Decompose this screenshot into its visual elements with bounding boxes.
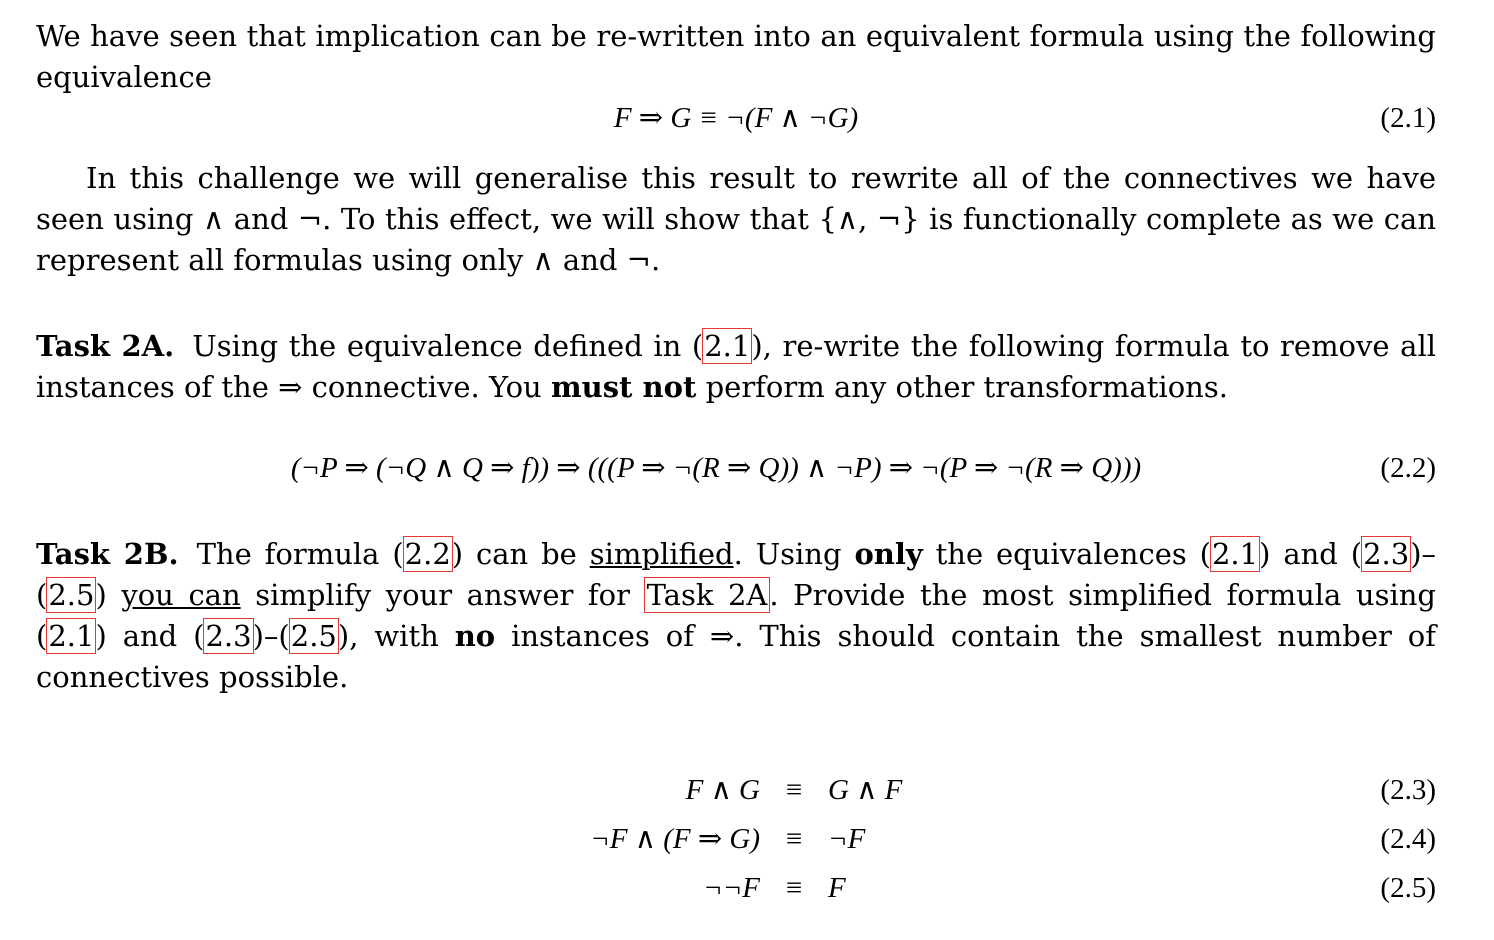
equation-2-2-formula: (¬P ⇒ (¬Q ∧ Q ⇒ f)) ⇒ (((P ⇒ ¬(R ⇒ Q)) ∧ ¬P) ⇒ ¬(P ⇒ ¬(R ⇒ Q)))	[290, 452, 1142, 484]
task-2b-text: )	[95, 578, 122, 612]
intro-paragraph: We have seen that implication can be re-written into an equivalent formula using the following equivalence	[36, 19, 1436, 94]
equiv-symbol: ≡	[785, 872, 803, 904]
task-2b-text: ) and (	[1259, 537, 1363, 571]
no-emphasis: no	[454, 619, 496, 653]
task-2a-paragraph	[36, 326, 1436, 408]
equiv-symbol: ≡	[785, 823, 803, 855]
task-2a-link[interactable]: Task 2A	[646, 578, 768, 612]
ref-link-2-3[interactable]: 2.3	[1363, 537, 1410, 571]
equation-2-2	[36, 448, 1436, 489]
ref-link-2-2[interactable]: 2.2	[404, 537, 451, 571]
equation-rhs: G ∧ F	[828, 774, 903, 806]
equation-2-2-number: (2.2)	[1380, 452, 1436, 484]
equation-lhs: ¬¬F	[703, 872, 760, 904]
task-2a-text-3: perform any other transformations.	[696, 370, 1228, 404]
equiv-symbol: ≡	[785, 774, 803, 806]
equation-lhs: ¬F ∧ (F ⇒ G)	[590, 823, 760, 855]
equation-rhs: F	[828, 872, 846, 904]
task-2b-text: instances of ⇒. This should contain the smallest number of connectives possible.	[36, 619, 1436, 694]
you-can-words: you can	[121, 578, 241, 612]
ref-link-2-1[interactable]: 2.1	[48, 619, 95, 653]
equation-rhs: ¬F	[828, 823, 866, 855]
task-2b-text: ) can be	[451, 537, 590, 571]
task-2b-text: the equivalences (	[922, 537, 1211, 571]
equation-number: (2.4)	[1380, 823, 1436, 855]
equation-2-4	[36, 815, 1436, 864]
task-2a-text-2: ), re-write the following formula to remove all instances of the ⇒ connective. You	[36, 329, 1437, 404]
ref-link-2-1[interactable]: 2.1	[704, 329, 751, 363]
equivalences-block	[36, 766, 1436, 913]
equation-2-1	[36, 98, 1436, 139]
challenge-paragraph: In this challenge we will generalise this result to rewrite all of the connectives we have seen using ∧ and ¬. To this effect, we will show that {∧, ¬} is functionally complete as we can represent all formulas using only ∧ and ¬.	[36, 161, 1436, 277]
must-not-emphasis: must not	[550, 370, 697, 404]
task-2a-text-1: Using the equivalence defined in (	[192, 329, 704, 363]
equation-2-1-formula: F ⇒ G ≡ ¬(F ∧ ¬G)	[613, 102, 859, 134]
equation-lhs: F ∧ G	[685, 774, 760, 806]
task-2b-text: )–(	[252, 619, 290, 653]
equation-2-3	[36, 766, 1436, 815]
task-2b-heading: Task 2B.	[36, 537, 179, 571]
equation-number: (2.3)	[1380, 774, 1436, 806]
task-2a-heading: Task 2A.	[36, 329, 175, 363]
equation-number: (2.5)	[1380, 872, 1436, 904]
ref-link-2-5[interactable]: 2.5	[290, 619, 337, 653]
ref-link-2-3[interactable]: 2.3	[205, 619, 252, 653]
only-emphasis: only	[854, 537, 923, 571]
simplified-word: simplified	[589, 537, 734, 571]
task-2b-text: . Provide the most simplified formula using (	[36, 578, 1436, 653]
task-2b-text: . Using	[733, 537, 855, 571]
task-2b-text: simplify your answer for	[240, 578, 645, 612]
task-2b-text: ) and (	[95, 619, 205, 653]
task-2b-text: The formula (	[196, 537, 404, 571]
task-2b-paragraph	[36, 534, 1436, 698]
document-page	[36, 16, 1436, 698]
equation-2-5	[36, 864, 1436, 913]
ref-link-2-5[interactable]: 2.5	[48, 578, 95, 612]
task-2b-text: ), with	[337, 619, 455, 653]
ref-link-2-1[interactable]: 2.1	[1211, 537, 1259, 571]
equation-2-1-number: (2.1)	[1380, 102, 1436, 134]
task-2b-text: )–(	[36, 537, 1437, 612]
